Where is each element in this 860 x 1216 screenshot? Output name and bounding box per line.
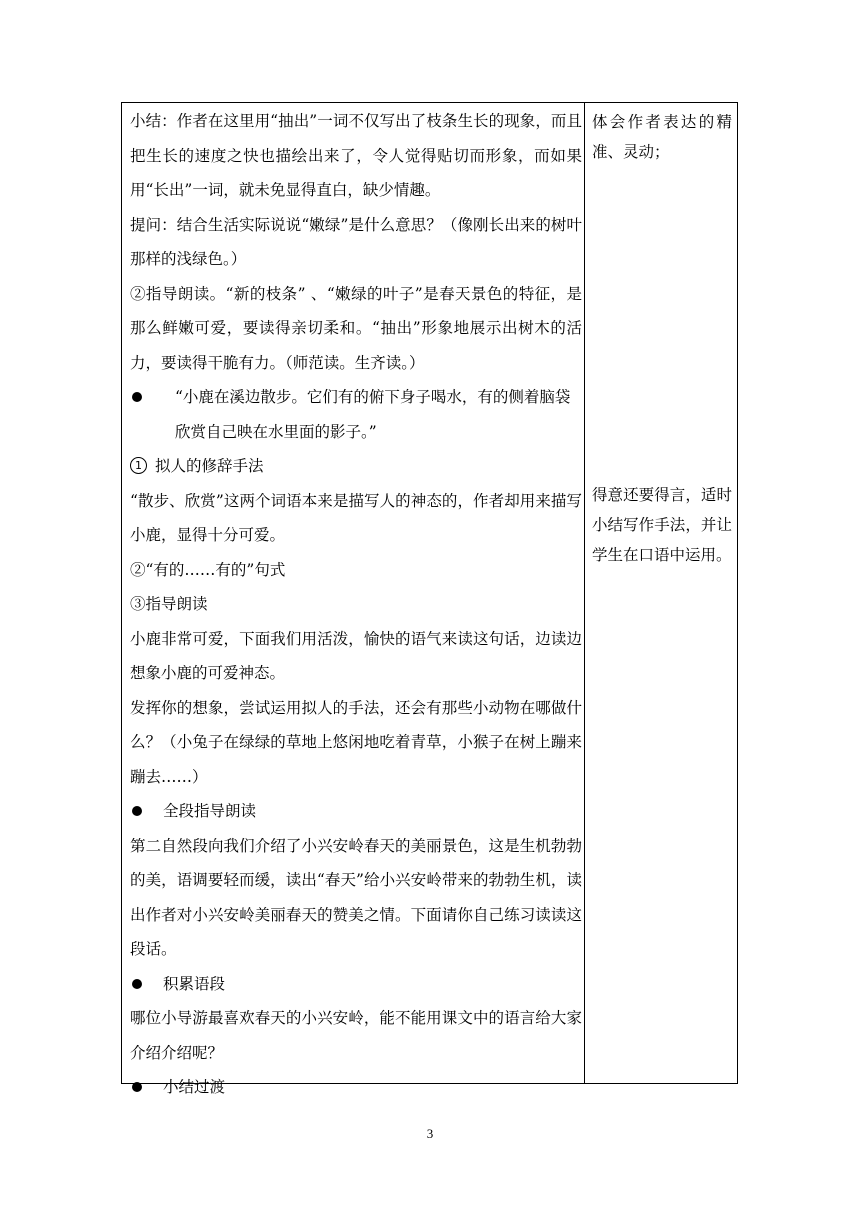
item-1-label: 拟人的修辞手法 — [155, 457, 264, 475]
bullet-icon — [132, 979, 142, 989]
bullet-accumulate — [130, 967, 582, 1002]
transition-heading: 小结过渡 — [163, 1078, 226, 1096]
full-reading-heading: 全段指导朗读 — [163, 802, 257, 820]
bullet-quote-deer — [130, 380, 582, 449]
bullet-icon — [132, 392, 142, 402]
reading-deer-paragraph: 小鹿非常可爱，下面我们用活泼，愉快的语气来读这句话，边读边想象小鹿的可爱神态。 — [130, 629, 582, 682]
circled-number-icon: 1 — [130, 457, 147, 474]
item-3: ③指导朗读 — [130, 595, 208, 613]
summary-paragraph: 小结：作者在这里用“抽出”一词不仅写出了枝条生长的现象，而且把生长的速度之快也描绘出来了，令人觉得贴切而形象，而如果用“长出”一词，就未免显得直白，缺少情趣。 — [130, 112, 582, 199]
accumulate-heading: 积累语段 — [163, 974, 226, 993]
bullet-icon — [132, 1082, 142, 1092]
question-paragraph: 提问：结合生活实际说说“嫩绿”是什么意思？（像刚长出来的树叶那样的浅绿色。） — [130, 215, 582, 268]
design-intent-note-2: 得意还要得言，适时小结写作手法，并让学生在口语中运用。 — [592, 486, 732, 564]
imagine-paragraph: 发挥你的想象，尝试运用拟人的手法，还会有那些小动物在哪做什么？（小兔子在绿绿的草地上悠闲地吃着青草，小猴子在树上蹦来蹦去……） — [130, 698, 582, 786]
item-1-text: “散步、欣赏”这两个词语本来是描写人的神态的，作者却用来描写小鹿，显得十分可爱。 — [130, 491, 582, 544]
item-1-heading — [130, 449, 582, 484]
bullet-transition — [130, 1070, 582, 1105]
item-2: ②“有的……有的”句式 — [130, 560, 286, 579]
teaching-process-column — [130, 104, 582, 1105]
bullet-icon — [132, 806, 142, 816]
accumulate-paragraph: 哪位小导游最喜欢春天的小兴安岭，能不能用课文中的语言给大家介绍介绍呢？ — [130, 1009, 582, 1062]
guide-reading-paragraph: ②指导朗读。“新的枝条” 、“嫩绿的叶子”是春天景色的特征，是那么鲜嫩可爱，要读得亲切柔和。“抽出”形象地展示出树木的活力，要读得干脆有力。（师范读。生齐读。） — [130, 284, 582, 372]
column-divider — [584, 102, 585, 1084]
design-intent-note-1: 体会作者表达的精准、灵动； — [592, 113, 732, 161]
bullet-full-reading — [130, 794, 582, 829]
full-reading-paragraph: 第二自然段向我们介绍了小兴安岭春天的美丽景色，这是生机勃勃的美，语调要轻而缓，读出“春天”给小兴安岭带来的勃勃生机，读出作者对小兴安岭美丽春天的赞美之情。下面请你自己练习读读这段话。 — [130, 836, 582, 958]
quote-deer-text: “小鹿在溪边散步。它们有的俯下身子喝水，有的侧着脑袋欣赏自己映在水里面的影子。” — [175, 388, 571, 441]
page-number: 3 — [426, 1126, 434, 1141]
